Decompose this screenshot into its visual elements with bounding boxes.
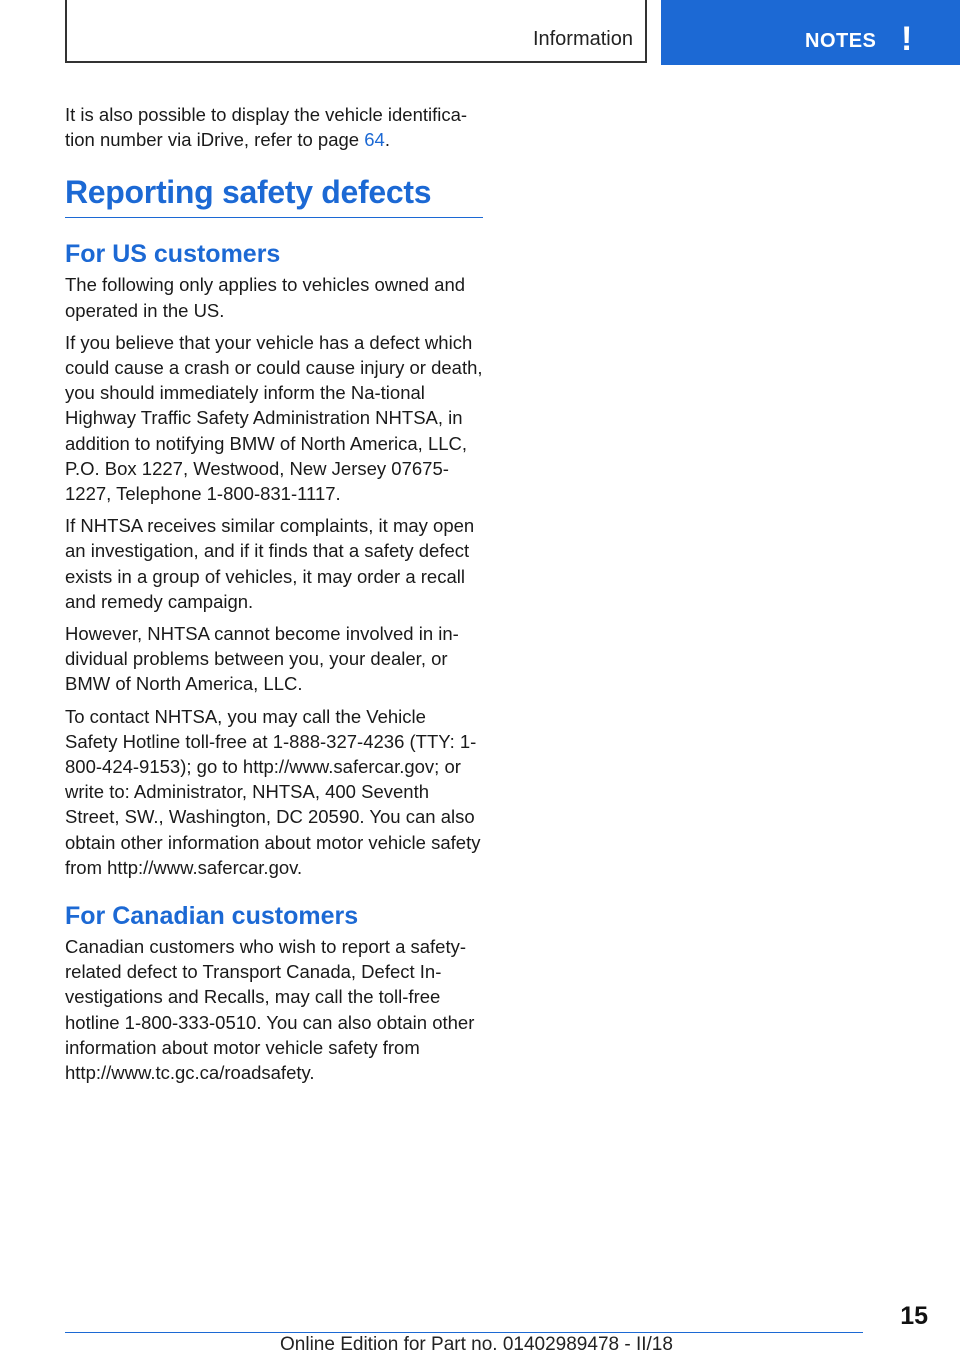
intro-paragraph: It is also possible to display the vehicle identifica-tion number via iDrive, refer to page 64. [65, 104, 468, 151]
canadian-customers-heading: For Canadian customers [65, 902, 359, 931]
us-paragraph: However, NHTSA cannot become involved in in-dividual problems between you, your dealer, or BMW of North America, LLC. [65, 623, 459, 695]
us-paragraph: If you believe that your vehicle has a defect which could cause a crash or could cause injury or death, you should immediately inform the Na-tional Highway Traffic Safety Administration NHTSA, in addition to notifying BMW of North America, LLC, P.O. Box 1227, Westwood, New Jersey 07675-1227, Telephone 1-800-831-1117. [65, 331, 483, 505]
footer-divider [65, 1332, 863, 1333]
us-paragraph: To contact NHTSA, you may call the Vehicle Safety Hotline toll-free at 1-888-327-4236 (TTY: 1-800-424-9153); go to http://www.safercar.gov; or write to: Administrator, NHTSA, 400 Seventh Street, SW., Washington, DC 20590. You can also obtain other information about motor vehicle safety from http://www.safercar.gov. [65, 705, 481, 878]
page-link[interactable]: 64 [364, 129, 385, 151]
us-customers-heading: For US customers [65, 240, 281, 269]
canada-paragraph: Canadian customers who wish to report a safety-related defect to Transport Canada, Defect In-vestigations and Recalls, may call the toll-free hotline 1-800-333-0510. You can also obtain other information about motor vehicle safety from http://www.tc.gc.ca/roadsafety. [65, 936, 475, 1084]
header-notes-label: NOTES [805, 30, 877, 52]
us-paragraph: If NHTSA receives similar complaints, it may open an investigation, and if it finds that a safety defect exists in a group of vehicles, it may order a recall and remedy campaign. [65, 515, 475, 612]
section-heading: Reporting safety defects [65, 174, 483, 218]
header-section-title: Information [532, 28, 633, 50]
footer-edition: Online Edition for Part no. 01402989478 - II/18 [280, 1334, 673, 1355]
main-content [65, 102, 483, 1092]
page-number: 15 [900, 1302, 928, 1330]
exclamation-icon: ! [901, 20, 913, 58]
header-notes-tab [661, 0, 960, 65]
header-section-box [65, 0, 647, 63]
us-paragraph: The following only applies to vehicles owned and operated in the US. [65, 274, 466, 321]
